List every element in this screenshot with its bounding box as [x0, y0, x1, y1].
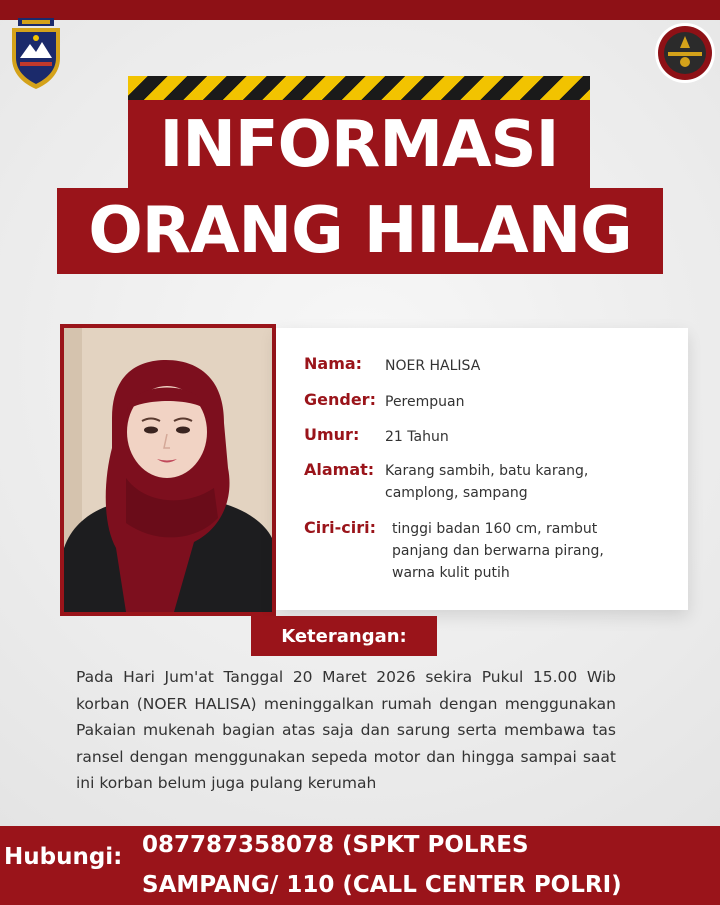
info-row-name — [304, 354, 480, 377]
contact-label: Hubungi: — [4, 844, 123, 870]
person-info-card — [276, 328, 688, 610]
name-value: NOER HALISA — [385, 358, 481, 374]
title-banner-top — [128, 100, 590, 190]
traits-line: panjang dan berwarna pirang, — [392, 543, 604, 559]
info-row-age — [304, 425, 449, 448]
age-value: 21 Tahun — [385, 429, 449, 445]
traits-line: warna kulit putih — [392, 565, 510, 581]
missing-person-photo-frame — [60, 324, 276, 616]
keterangan-body: Pada Hari Jum'at Tanggal 20 Maret 2026 sekira Pukul 15.00 Wib korban (NOER HALISA) meninggalkan rumah dengan menggunakan Pakaian mukenah bagian atas saja dan sarung serta membawa tas ransel dengan menggunakan sepeda motor dan hingga sampai saat ini korban belum juga pulang kerumah — [76, 668, 616, 792]
address-value — [385, 460, 588, 504]
title-line-1: INFORMASI — [159, 108, 559, 182]
gender-label: Gender: — [304, 390, 376, 409]
traits-line: tinggi badan 160 cm, rambut — [392, 521, 598, 537]
gender-value: Perempuan — [385, 394, 465, 410]
address-line: camplong, sampang — [385, 485, 528, 501]
info-row-gender — [304, 390, 464, 413]
top-red-bar — [0, 0, 720, 20]
keterangan-heading-tab — [251, 616, 437, 656]
address-label: Alamat: — [304, 460, 375, 479]
hazard-stripe — [128, 76, 590, 102]
age-label: Umur: — [304, 425, 360, 444]
police-shield-logo-icon — [8, 18, 64, 90]
police-emblem-logo-icon — [654, 22, 716, 84]
info-row-address — [304, 460, 588, 504]
contact-line-1: 087787358078 (SPKT POLRES — [142, 832, 529, 858]
name-label: Nama: — [304, 354, 363, 373]
contact-line-2: SAMPANG/ 110 (CALL CENTER POLRI) — [142, 872, 622, 898]
title-banner-bottom — [57, 188, 663, 274]
missing-person-photo — [64, 328, 272, 612]
title-line-2: ORANG HILANG — [88, 194, 632, 268]
info-row-traits — [304, 518, 604, 584]
traits-value — [392, 518, 604, 584]
keterangan-heading: Keterangan: — [281, 625, 407, 647]
address-line: Karang sambih, batu karang, — [385, 463, 589, 479]
traits-label: Ciri-ciri: — [304, 518, 376, 537]
